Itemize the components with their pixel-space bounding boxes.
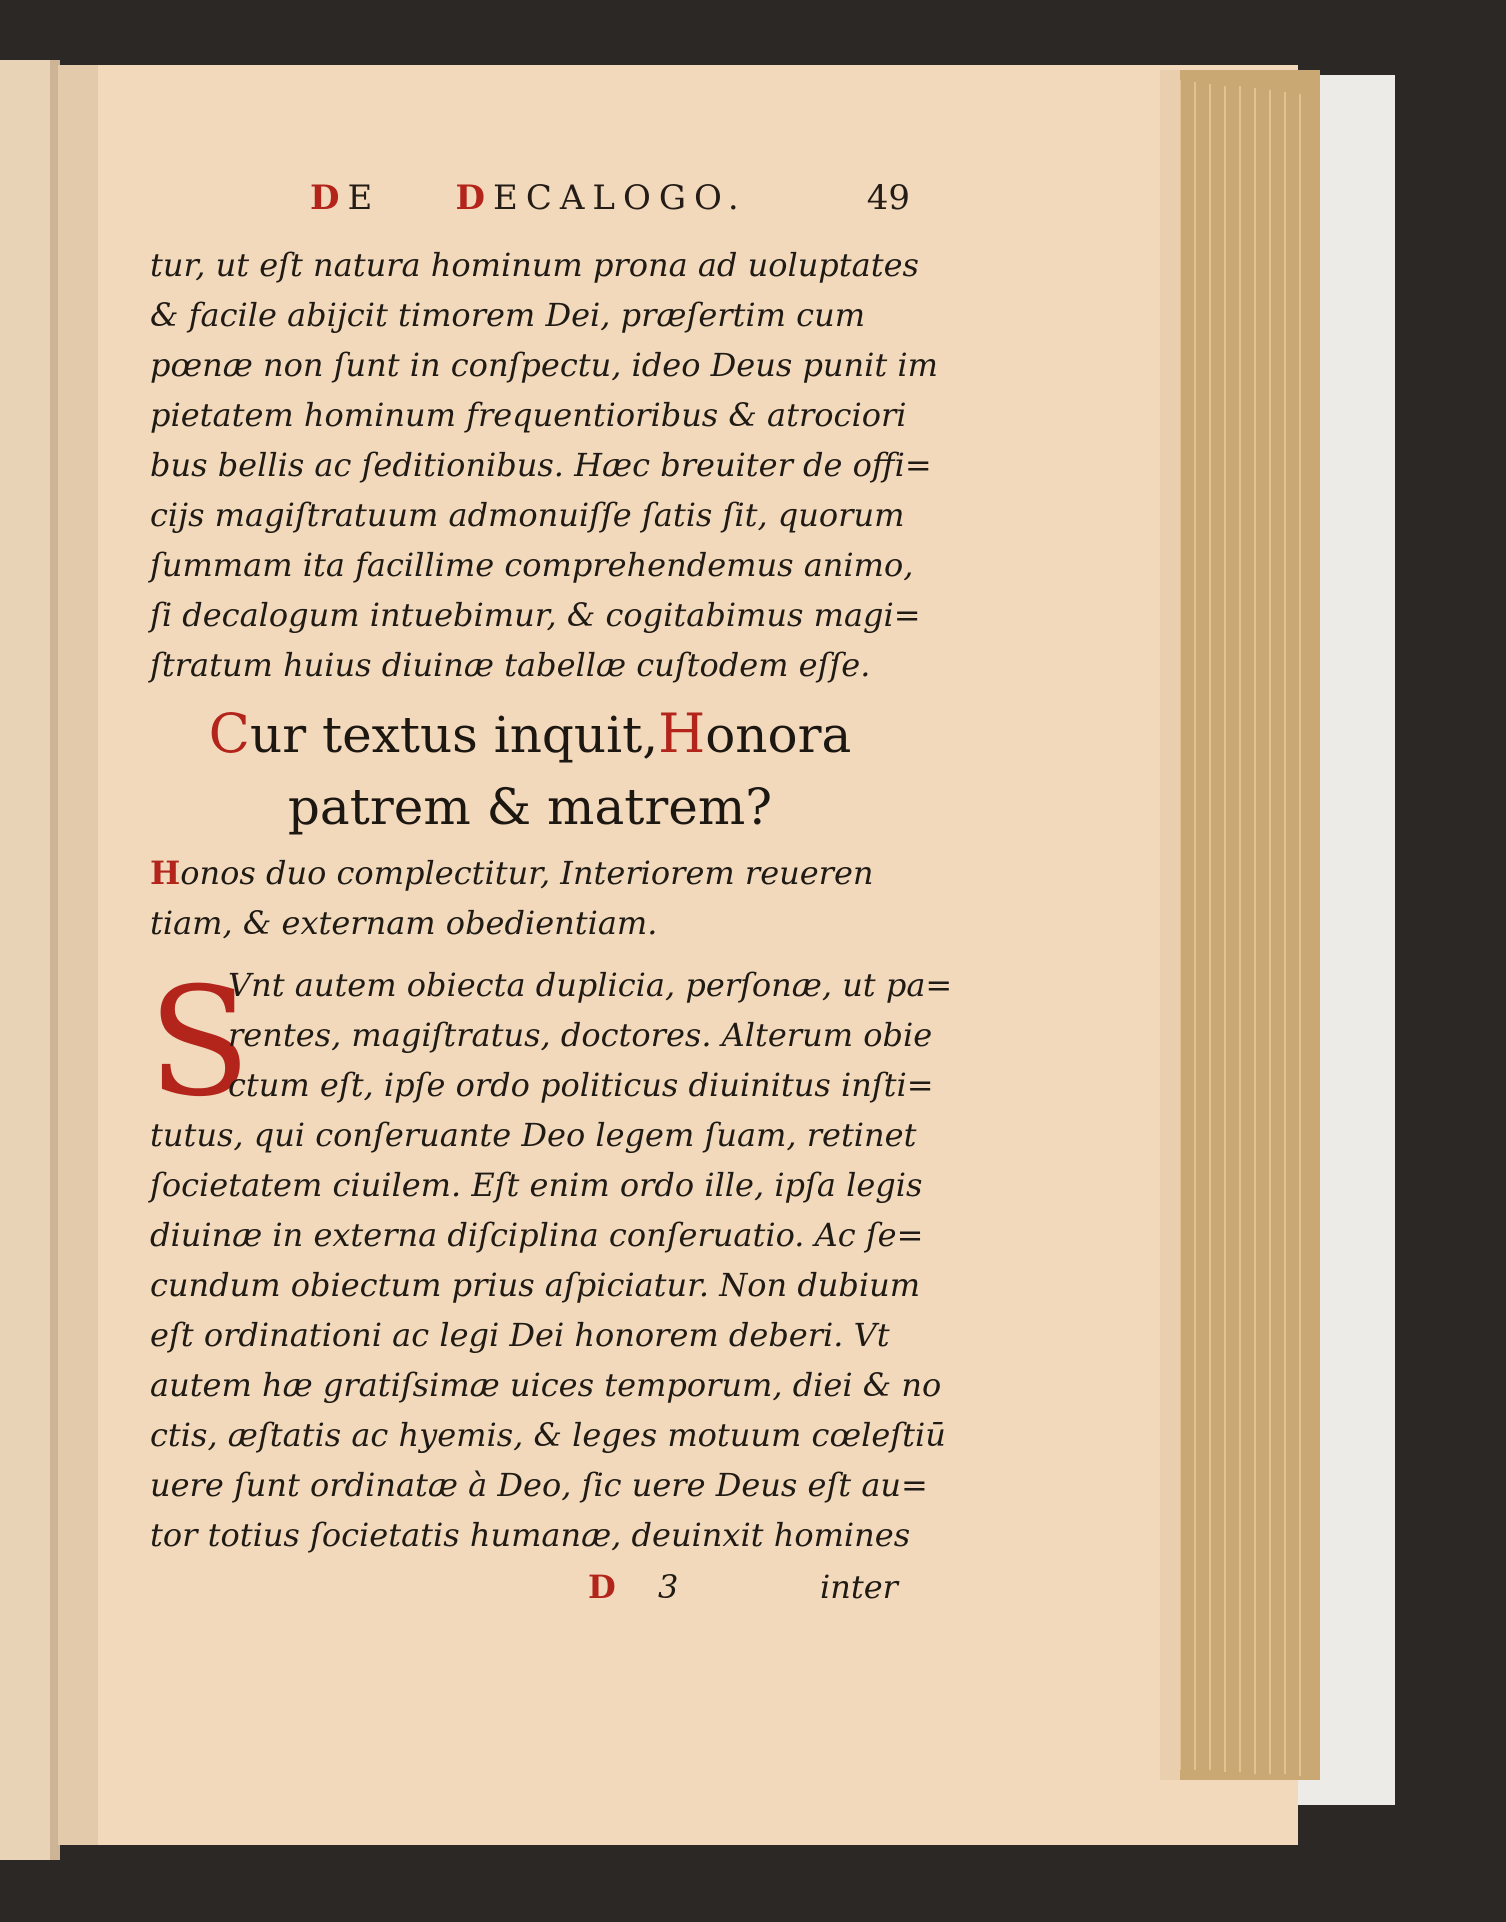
heading-initial-c: C (208, 702, 250, 765)
text-line: ſocietatem ciuilem. Eſt enim ordo ille, ipſa legis (150, 1166, 923, 1204)
text-line: tor totius ſocietatis humanæ, deuinxit homines (150, 1516, 911, 1554)
text-line: uere ſunt ordinatæ à Deo, ſic uere Deus eſt au= (150, 1466, 928, 1504)
text-line: eſt ordinationi ac legi Dei honorem deberi. Vt (150, 1316, 890, 1354)
text-line: rentes, magiſtratus, doctores. Alterum obie (228, 1016, 933, 1054)
text-line: autem hæ gratiſsimæ uices temporum, diei & no (150, 1366, 942, 1404)
running-title-initial-2: D (455, 178, 494, 218)
text-line: tutus, qui conſeruante Deo legem ſuam, retinet (150, 1116, 917, 1154)
running-title-initial-1: D (310, 178, 348, 218)
text-line: Vnt autem obiecta duplicia, perſonæ, ut pa= (228, 966, 953, 1004)
running-header (310, 178, 910, 238)
text-line: pœnæ non ſunt in conſpectu, ideo Deus punit im (150, 346, 938, 384)
drop-capital-s: S (148, 956, 251, 1130)
section-heading (150, 698, 910, 843)
text-line: ctum eſt, ipſe ordo politicus diuinitus inſti= (228, 1066, 934, 1104)
text-line: bus bellis ac ſeditionibus. Hæc breuiter de offi= (150, 446, 932, 484)
heading-line-2: patrem & matrem? (287, 778, 773, 836)
text-line: ſi decalogum intuebimur, & cogitabimus magi= (150, 596, 921, 634)
text-line: tur, ut eſt natura hominum prona ad uoluptates (150, 246, 919, 284)
text-line: diuinæ in externa diſciplina conſeruatio. Ac ſe= (150, 1216, 924, 1254)
text-line: & facile abijcit timorem Dei, præſertim cum (150, 296, 866, 334)
paragraph-1 (150, 240, 938, 690)
text-line: Honos duo complectitur, Interiorem reueren (150, 854, 874, 892)
signature-line (588, 1568, 918, 1618)
text-line: ſtratum huius diuinæ tabellæ cuſtodem eſſe. (150, 646, 871, 684)
running-title-rest-1: E (347, 178, 381, 218)
heading-line-1: Cur textus inquit,Honora (208, 702, 852, 765)
text-line: ctis, æſtatis ac hyemis, & leges motuum cœleſtiū (150, 1416, 946, 1454)
fore-edge (1170, 70, 1320, 1780)
signature-number: 3 (658, 1568, 679, 1606)
text-line: pietatem hominum frequentioribus & atrociori (150, 396, 907, 434)
catchword: inter (820, 1568, 898, 1606)
paragraph-2 (150, 848, 910, 948)
running-title-rest-2: ECALOGO. (493, 178, 747, 218)
signature-mark: D (588, 1568, 616, 1606)
text-line: cundum obiectum prius aſpiciatur. Non dubium (150, 1266, 921, 1304)
left-page-edge (0, 60, 58, 1860)
text-line: tiam, & externam obedientiam. (150, 904, 658, 942)
text-line: cijs magiſtratuum admonuiſſe ſatis ſit, quorum (150, 496, 905, 534)
text-line: ſummam ita facillime comprehendemus animo, (150, 546, 914, 584)
paragraph-3 (148, 956, 953, 1560)
folio-number: 49 (866, 178, 910, 218)
heading-initial-h: H (658, 702, 706, 765)
